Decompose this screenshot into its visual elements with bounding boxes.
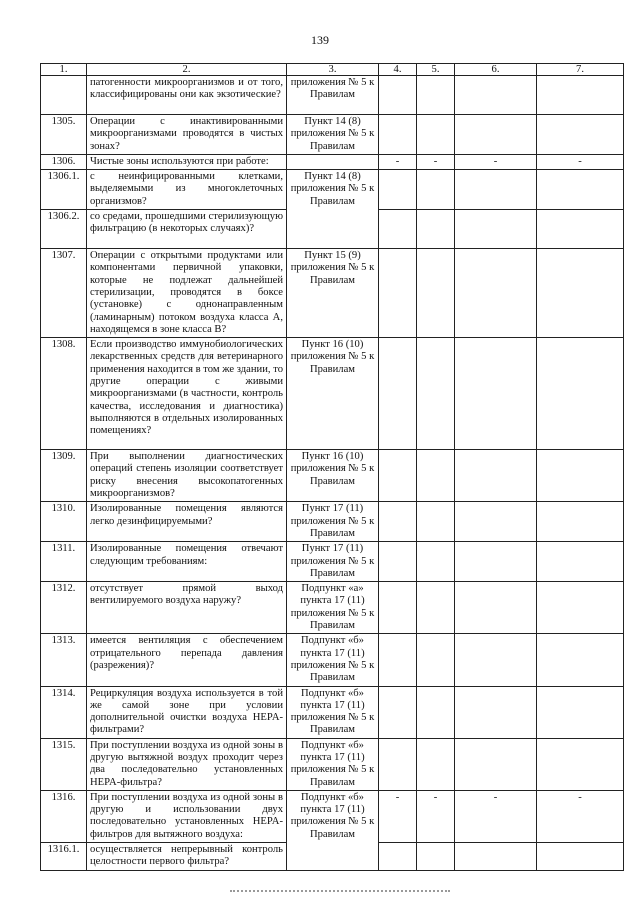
not-applicable-cell <box>455 170 537 210</box>
requirement-text: Операции с открытыми продуктами или компонентами первичной упаковки, которые не подлежат дальнейшей стерилизации, проводятся в боксе (установке) с однонаправленным (ламинарным) потоком воздуха класса A, находящемся в зоне класса B? <box>87 249 287 338</box>
legal-reference: приложения № 5 к Правилам <box>287 76 379 115</box>
table-row <box>41 170 624 210</box>
requirement-text: Чистые зоны используются при работе: <box>87 154 287 169</box>
header-cell-5: 5. <box>417 64 455 76</box>
requirement-text: Операции с инактивированными микроорганизмами проводятся в чистых зонах? <box>87 115 287 155</box>
note-cell <box>537 843 624 871</box>
answer-yes-cell <box>379 686 417 738</box>
answer-yes-cell <box>379 170 417 210</box>
answer-no-cell <box>417 115 455 155</box>
answer-no-cell <box>417 210 455 249</box>
table-row <box>41 542 624 582</box>
table-row <box>41 154 624 169</box>
row-number: 1309. <box>41 450 87 502</box>
table-row <box>41 790 624 842</box>
answer-yes-cell <box>379 582 417 634</box>
not-applicable-cell <box>455 502 537 542</box>
requirement-text: Если производство иммунобиологических лекарственных средств для ветеринарного применения находится в том же здании, то другие операции с живыми микроорганизмами (в частности, контроль качества, исследования и диагностика) выполняются в отдельных изолированных помещениях? <box>87 338 287 450</box>
requirement-text: Изолированные помещения являются легко дезинфицируемыми? <box>87 502 287 542</box>
header-row <box>41 64 624 76</box>
row-number: 1306. <box>41 154 87 169</box>
note-cell <box>537 338 624 450</box>
not-applicable-cell <box>455 582 537 634</box>
legal-reference: Подпункт «б» пункта 17 (11) приложения № 5 к Правилам <box>287 634 379 686</box>
row-number: 1306.1. <box>41 170 87 210</box>
answer-no-cell <box>417 249 455 338</box>
table-row <box>41 450 624 502</box>
header-cell-7: 7. <box>537 64 624 76</box>
answer-no-cell <box>417 76 455 115</box>
answer-no-cell <box>417 170 455 210</box>
not-applicable-dash: - <box>455 154 537 169</box>
requirement-text: со средами, прошедшими стерилизующую фильтрацию (в некоторых случаях)? <box>87 210 287 249</box>
not-applicable-dash: - <box>455 790 537 842</box>
answer-no-dash: - <box>417 790 455 842</box>
note-cell <box>537 634 624 686</box>
answer-no-cell <box>417 542 455 582</box>
not-applicable-cell <box>455 450 537 502</box>
answer-yes-cell <box>379 738 417 790</box>
answer-yes-cell <box>379 502 417 542</box>
answer-no-cell <box>417 338 455 450</box>
table-row <box>41 249 624 338</box>
answer-yes-cell <box>379 634 417 686</box>
answer-yes-cell <box>379 76 417 115</box>
requirement-text: При выполнении диагностических операций степень изоляции соответствует риску внесения высокопатогенных микроорганизмов? <box>87 450 287 502</box>
answer-yes-cell <box>379 450 417 502</box>
not-applicable-cell <box>455 76 537 115</box>
answer-no-cell <box>417 843 455 871</box>
page-number: 139 <box>311 33 329 47</box>
note-cell <box>537 170 624 210</box>
answer-yes-cell <box>379 338 417 450</box>
requirement-text: осуществляется непрерывный контроль целостности первого фильтра? <box>87 843 287 871</box>
table-row <box>41 582 624 634</box>
not-applicable-cell <box>455 115 537 155</box>
legal-reference: Подпункт «б» пункта 17 (11) приложения № 5 к Правилам <box>287 738 379 790</box>
requirement-text: имеется вентиляция с обеспечением отрицательного перепада давления (разрежения)? <box>87 634 287 686</box>
table-row <box>41 338 624 450</box>
row-number: 1314. <box>41 686 87 738</box>
requirement-text: патогенности микроорганизмов и от того, классифицированы они как экзотические? <box>87 76 287 115</box>
table-row <box>41 502 624 542</box>
row-number: 1316. <box>41 790 87 842</box>
note-cell <box>537 450 624 502</box>
legal-reference: Пункт 17 (11) приложения № 5 к Правилам <box>287 542 379 582</box>
note-cell <box>537 115 624 155</box>
answer-no-cell <box>417 686 455 738</box>
answer-yes-cell <box>379 210 417 249</box>
answer-yes-dash: - <box>379 154 417 169</box>
note-cell <box>537 542 624 582</box>
not-applicable-cell <box>455 210 537 249</box>
checklist-table <box>40 63 624 871</box>
row-number: 1306.2. <box>41 210 87 249</box>
answer-no-cell <box>417 582 455 634</box>
row-number: 1305. <box>41 115 87 155</box>
not-applicable-cell <box>455 843 537 871</box>
answer-no-cell <box>417 634 455 686</box>
header-cell-3: 3. <box>287 64 379 76</box>
requirement-text: При поступлении воздуха из одной зоны в другую и использовании двух последовательно установленных HEPA-фильтров для вытяжного воздуха: <box>87 790 287 842</box>
requirement-text: Рециркуляция воздуха используется в той же самой зоне при условии дополнительной очистки воздуха HEPA-фильтрами? <box>87 686 287 738</box>
table-row <box>41 634 624 686</box>
legal-reference: Подпункт «б» пункта 17 (11) приложения № 5 к Правилам <box>287 686 379 738</box>
table-row <box>41 738 624 790</box>
answer-yes-dash: - <box>379 790 417 842</box>
note-cell <box>537 502 624 542</box>
legal-reference: Подпункт «б» пункта 17 (11) приложения № 5 к Правилам <box>287 790 379 870</box>
not-applicable-cell <box>455 686 537 738</box>
requirement-text: с неинфицированными клетками, выделяемыми из многоклеточных организмов? <box>87 170 287 210</box>
header-cell-6: 6. <box>455 64 537 76</box>
legal-reference: Пункт 14 (8) приложения № 5 к Правилам <box>287 115 379 155</box>
note-cell <box>537 582 624 634</box>
legal-reference <box>287 154 379 169</box>
answer-no-cell <box>417 502 455 542</box>
answer-yes-cell <box>379 249 417 338</box>
note-cell <box>537 686 624 738</box>
note-cell <box>537 76 624 115</box>
requirement-text: отсутствует прямой выход вентилируемого воздуха наружу? <box>87 582 287 634</box>
note-cell <box>537 210 624 249</box>
header-cell-1: 1. <box>41 64 87 76</box>
row-number: 1313. <box>41 634 87 686</box>
answer-no-dash: - <box>417 154 455 169</box>
not-applicable-cell <box>455 542 537 582</box>
table-row <box>41 76 624 115</box>
legal-reference: Пункт 16 (10) приложения № 5 к Правилам <box>287 338 379 450</box>
answer-yes-cell <box>379 115 417 155</box>
note-dash: - <box>537 154 624 169</box>
note-cell <box>537 738 624 790</box>
row-number: 1315. <box>41 738 87 790</box>
row-number: 1308. <box>41 338 87 450</box>
answer-no-cell <box>417 450 455 502</box>
not-applicable-cell <box>455 249 537 338</box>
page-bottom-divider <box>230 890 450 892</box>
legal-reference: Пункт 16 (10) приложения № 5 к Правилам <box>287 450 379 502</box>
row-number: 1312. <box>41 582 87 634</box>
row-number <box>41 76 87 115</box>
legal-reference: Пункт 17 (11) приложения № 5 к Правилам <box>287 502 379 542</box>
header-cell-2: 2. <box>87 64 287 76</box>
row-number: 1311. <box>41 542 87 582</box>
table-row <box>41 115 624 155</box>
requirement-text: При поступлении воздуха из одной зоны в другую вытяжной воздух проходит через два последовательно установленных HEPA-фильтра? <box>87 738 287 790</box>
answer-yes-cell <box>379 542 417 582</box>
not-applicable-cell <box>455 738 537 790</box>
note-dash: - <box>537 790 624 842</box>
answer-no-cell <box>417 738 455 790</box>
table-row <box>41 686 624 738</box>
row-number: 1307. <box>41 249 87 338</box>
row-number: 1316.1. <box>41 843 87 871</box>
legal-reference: Пункт 14 (8) приложения № 5 к Правилам <box>287 170 379 249</box>
legal-reference: Пункт 15 (9) приложения № 5 к Правилам <box>287 249 379 338</box>
legal-reference: Подпункт «а» пункта 17 (11) приложения № 5 к Правилам <box>287 582 379 634</box>
not-applicable-cell <box>455 338 537 450</box>
answer-yes-cell <box>379 843 417 871</box>
row-number: 1310. <box>41 502 87 542</box>
requirement-text: Изолированные помещения отвечают следующим требованиям: <box>87 542 287 582</box>
not-applicable-cell <box>455 634 537 686</box>
note-cell <box>537 249 624 338</box>
header-cell-4: 4. <box>379 64 417 76</box>
